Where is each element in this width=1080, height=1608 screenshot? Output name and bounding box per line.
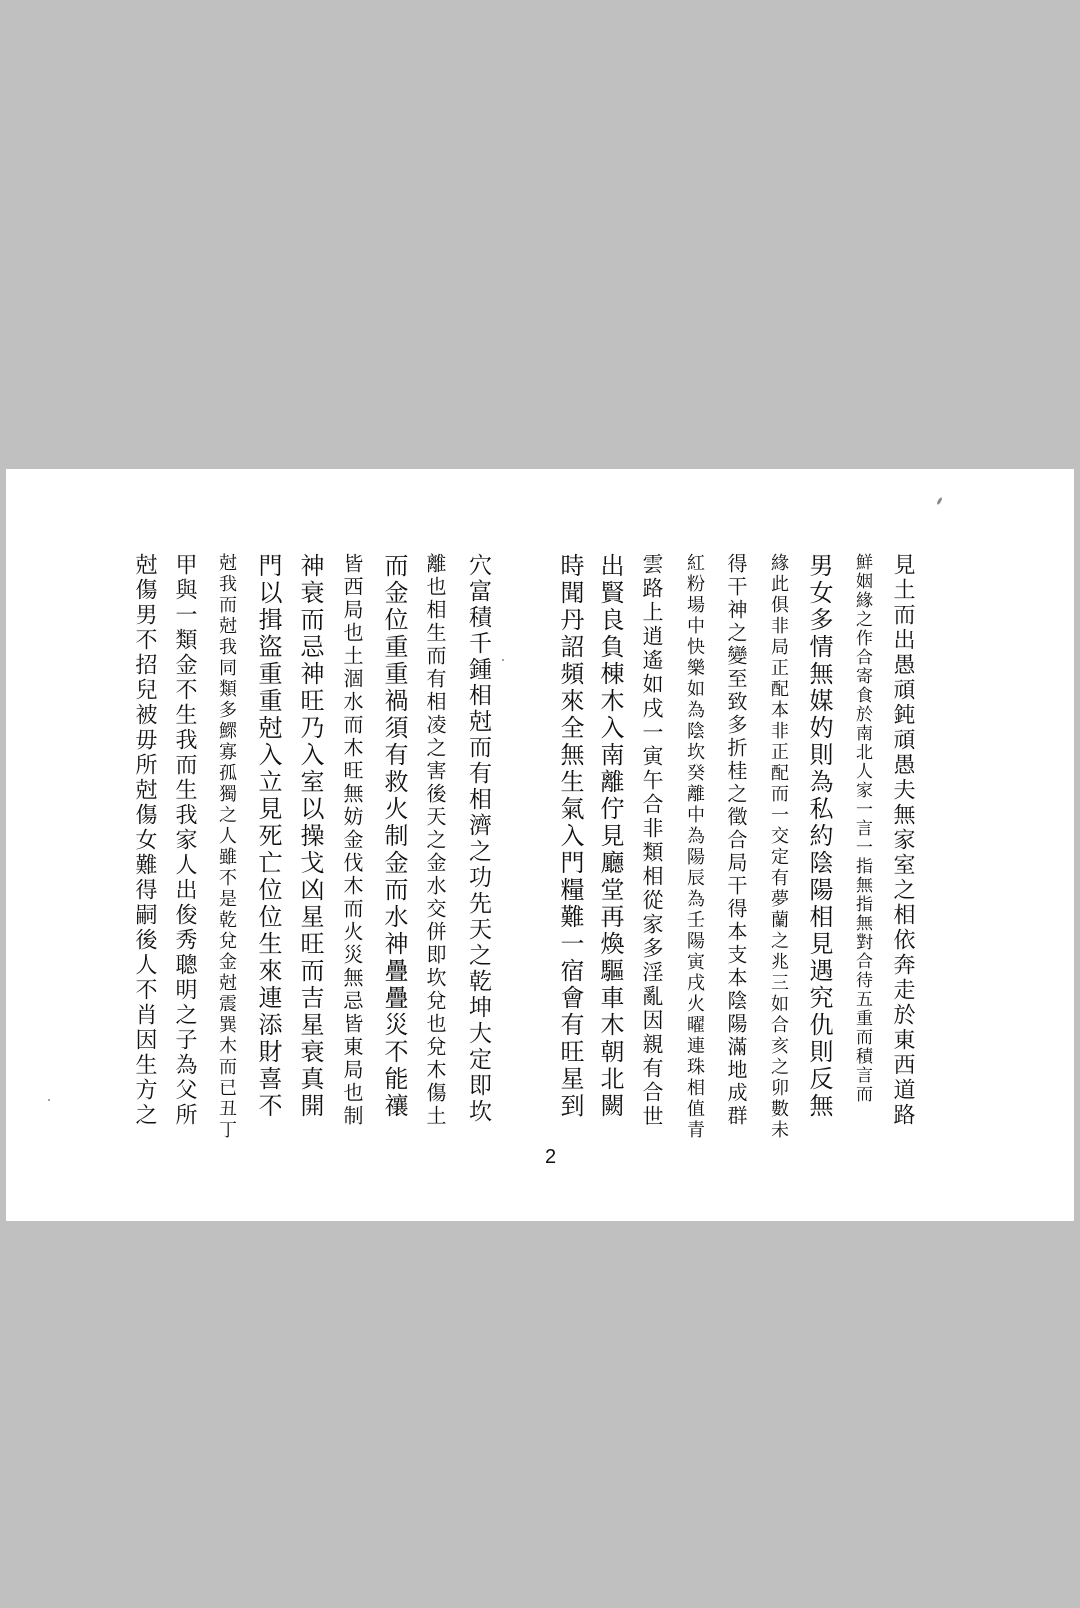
text-column: 尅傷男不招兒被毋所尅傷女難得嗣後人不肖因生方之 — [132, 553, 157, 1128]
text-column: 雲路上逍遙如戌一寅午合非類相從家多淫亂因親有合世 — [640, 553, 664, 1129]
scanned-page — [6, 469, 1074, 1221]
scan-speck — [48, 1099, 50, 1101]
text-column: 尅我而尅我同類多鰥寡孤獨之人雖不是乾兌金尅震巽木而已丑丁 — [216, 553, 237, 1141]
text-column: 神衰而忌神旺乃入室以操戈凶星旺而吉星衰真開 — [296, 553, 324, 1120]
text-column: 緣此俱非局正配本非正配而一交定有夢蘭之兆三如合亥之卯數未 — [768, 553, 789, 1141]
text-column: 見土而出愚頑鈍頑愚夫無家室之相依奔走於東西道路 — [890, 553, 915, 1128]
text-column: 穴富積千鍾相尅而有相濟之功先天之乾坤大定即坎 — [465, 553, 491, 1125]
text-column: 離也相生而有相凌之害後天之金水交併即坎兌也兌木傷土 — [423, 553, 447, 1128]
page-number: 2 — [545, 1146, 557, 1168]
text-column: 而金位重重禍須有救火制金而水神疊疊災不能禳 — [380, 553, 408, 1120]
text-column: 鮮姻緣之作合寄食於南北人家一言一指無指無對合待五重而積言而 — [852, 553, 872, 1104]
text-column: 男女多情無媒妁則為私約陰陽相見遇究仇則反無 — [805, 553, 833, 1120]
scan-speck — [936, 497, 943, 505]
text-column: 門以揖盜重重尅入立見死亡位位生來連添財喜不 — [254, 553, 282, 1120]
scan-speck — [502, 659, 504, 661]
text-column: 皆西局也土涸水而木旺無妨金伐木而火災無忌皆東局也制 — [340, 553, 364, 1128]
text-column: 時聞丹詔頻來全無生氣入門糧難一宿會有旺星到 — [556, 553, 584, 1120]
text-column: 紅粉場中快樂如為陰坎癸離中為陽辰為壬陽寅戌火曜連珠相值青 — [684, 553, 705, 1141]
text-column: 得干神之變至致多折桂之徵合局干得本支本陰陽滿地成群 — [724, 553, 748, 1128]
text-column: 出賢良負棟木入南離佇見廳堂再煥驅車木朝北闕 — [596, 553, 624, 1120]
text-column: 甲與一類金不生我而生我家人出俊秀聰明之子為父所 — [172, 553, 197, 1128]
